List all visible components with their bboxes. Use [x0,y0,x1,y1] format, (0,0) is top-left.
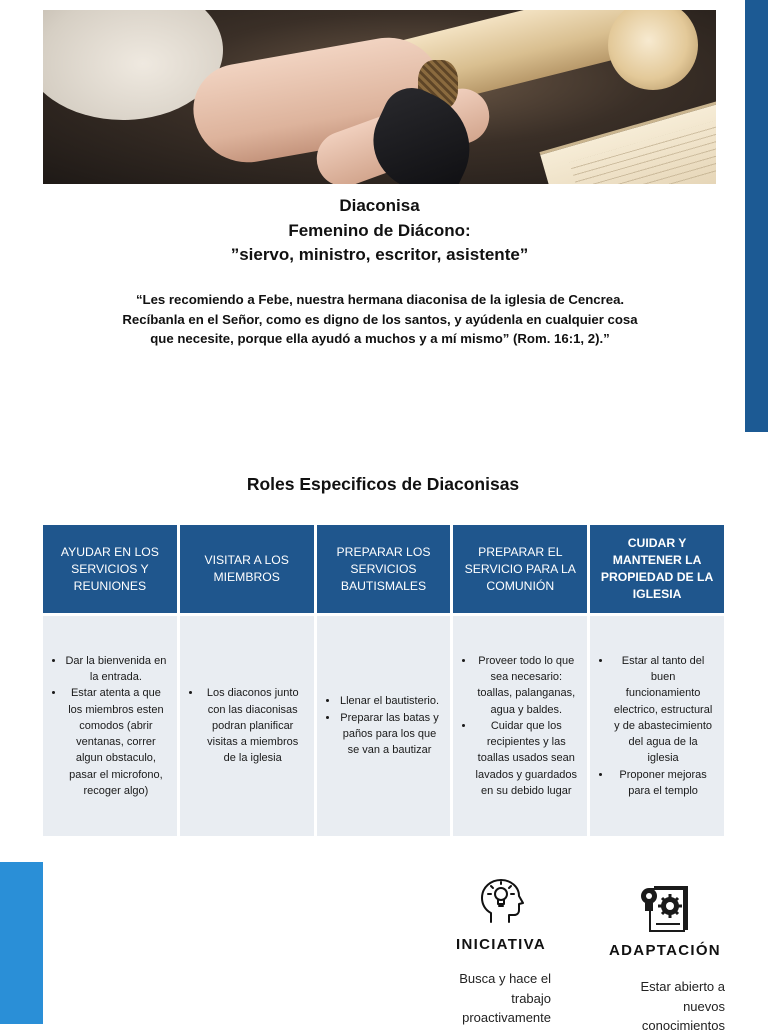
list-item: • Cuidar que los recipientes y las toallas usados sean lavados y guardados en su debido lugar [475,718,577,799]
page-title [43,194,716,268]
scripture-quote: “Les recomiendo a Febe, nuestra hermana diaconisa de la iglesia de Cencrea. Recíbanla en el Señor, como es digno de los santos, y ayúdenla en cualquier cosa que necesite, porque ella ayudó a muchos y a mí mismo” (Rom. 16:1, 2).” [122,292,638,346]
role-header: AYUDAR EN LOS SERVICIOS Y REUNIONES [43,525,177,613]
role-header: PREPARAR EL SERVICIO PARA LA COMUNIÓN [453,525,587,613]
role-list [188,685,304,766]
feature-description: Busca y hace el trabajo proactivamente [459,971,551,1025]
role-list [598,653,714,800]
hero-image-hands-holding-scroll [43,10,716,184]
roles-table [43,525,724,836]
right-accent-bar [745,0,768,432]
role-column-visits [180,525,314,836]
list-item: • Proveer todo lo que sea necesario: toallas, palanganas, agua y baldes. [475,653,577,718]
left-accent-bar [0,862,43,1024]
role-column-services [43,525,177,836]
list-item: • Estar atenta a que los miembros esten comodos (abrir ventanas, correr algun obstaculo, pasar el microfono, recoger algo) [65,685,167,799]
role-column-baptism [317,525,451,836]
role-body [317,616,451,836]
list-item: • Preparar las batas y paños para los que se van a bautizar [339,710,441,759]
feature-title: ADAPTACIÓN [609,942,721,959]
head-lightbulb-icon [473,872,529,928]
role-body [590,616,724,836]
role-list [325,693,441,758]
list-item: • Dar la bienvenida en la entrada. [65,653,167,686]
lightbulb-gear-icon [638,884,692,932]
role-header: VISITAR A LOS MIEMBROS [180,525,314,613]
feature-adaptacion [602,884,728,1036]
list-item: • Llenar el bautisterio. [339,693,441,709]
title-line-3: ”siervo, ministro, escritor, asistente” [230,245,529,264]
list-item: • Proponer mejoras para el templo [612,767,714,800]
role-column-communion [453,525,587,836]
feature-description: Estar abierto a nuevos conocimientos [640,979,725,1033]
list-item: • Estar al tanto del buen funcionamiento electrico, estructural y de abastecimiento del agua de la iglesia [612,653,714,767]
role-list [51,653,167,800]
roles-section-title: Roles Especificos de Diaconisas [246,474,520,494]
feature-title: INICIATIVA [456,936,546,953]
role-list [461,653,577,800]
feature-iniciativa [441,872,561,1028]
list-item: • Los diaconos junto con las diaconisas podran planificar visitas a miembros de la iglesia [202,685,304,766]
title-line-2: Femenino de Diácono: [288,220,471,240]
role-column-property [590,525,724,836]
title-line-1: Diaconisa [339,196,420,215]
role-body [453,616,587,836]
role-header: CUIDAR Y MANTENER LA PROPIEDAD DE LA IGLESIA [590,525,724,613]
role-body [180,616,314,836]
role-header: PREPARAR LOS SERVICIOS BAUTISMALES [317,525,451,613]
role-body [43,616,177,836]
